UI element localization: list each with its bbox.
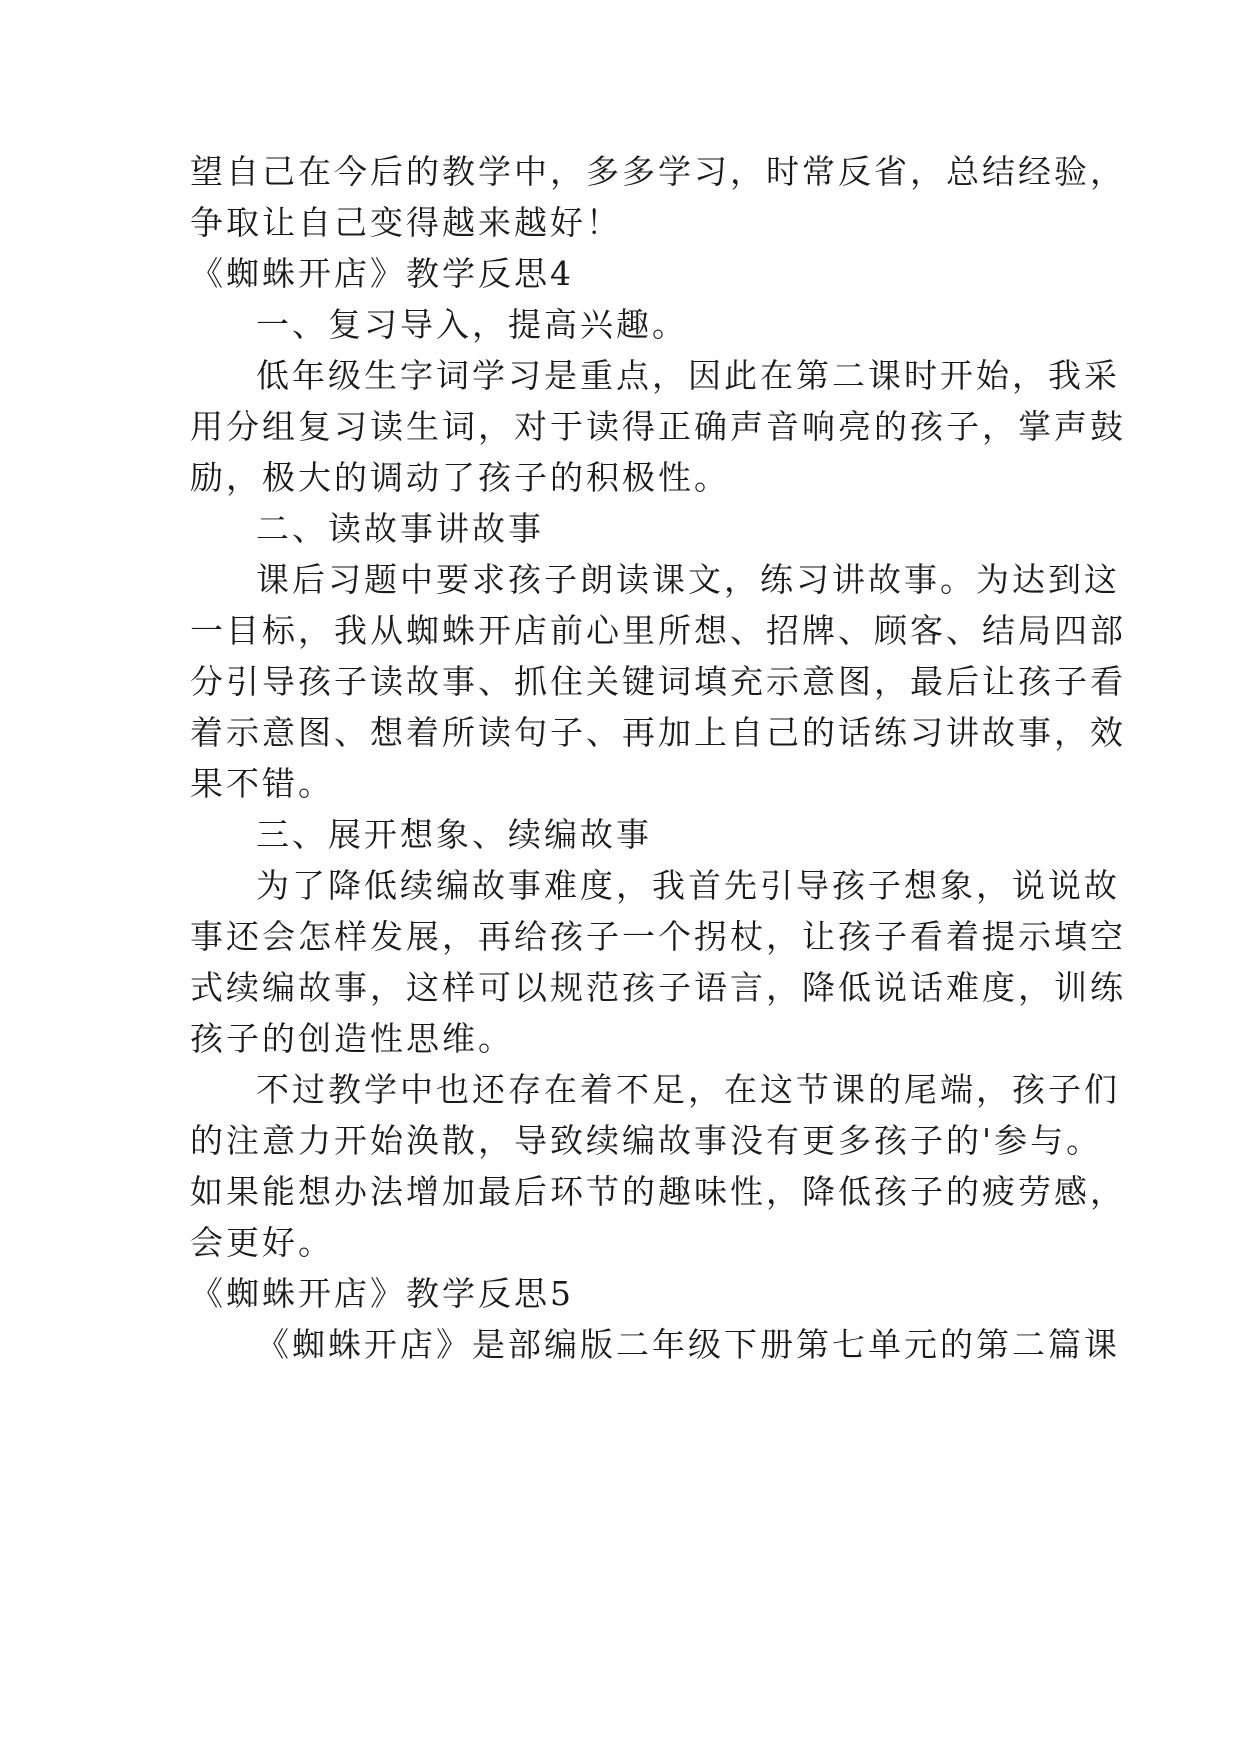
text-line: 《蜘蛛开店》是部编版二年级下册第七单元的第二篇课 <box>256 1325 1120 1364</box>
text-line: 的注意力开始涣散，导致续编故事没有更多孩子的'参与。 <box>190 1121 1103 1160</box>
subheading: 二、读故事讲故事 <box>256 509 544 548</box>
subheading: 一、复习导入，提高兴趣。 <box>256 305 688 344</box>
text-line: 孩子的创造性思维。 <box>190 1019 514 1058</box>
text-line: 为了降低续编故事难度，我首先引导孩子想象，说说故 <box>256 866 1120 905</box>
text-line: 励，极大的调动了孩子的积极性。 <box>190 458 730 497</box>
text-line: 课后习题中要求孩子朗读课文，练习讲故事。为达到这 <box>256 560 1120 599</box>
text-line: 不过教学中也还存在着不足，在这节课的尾端，孩子们 <box>256 1070 1120 1109</box>
text-line: 如果能想办法增加最后环节的趣味性，降低孩子的疲劳感， <box>190 1172 1126 1211</box>
subheading: 三、展开想象、续编故事 <box>256 815 652 854</box>
text-line: 果不错。 <box>190 764 334 803</box>
text-line: 分引导孩子读故事、抓住关键词填充示意图，最后让孩子看 <box>190 662 1126 701</box>
text-line: 低年级生字词学习是重点，因此在第二课时开始，我采 <box>256 356 1120 395</box>
text-line: 用分组复习读生词，对于读得正确声音响亮的孩子，掌声鼓 <box>190 407 1126 446</box>
section-heading: 《蜘蛛开店》教学反思5 <box>190 1274 574 1313</box>
text-line: 事还会怎样发展，再给孩子一个拐杖，让孩子看着提示填空 <box>190 917 1126 956</box>
text-line: 望自己在今后的教学中，多多学习，时常反省，总结经验， <box>190 152 1126 191</box>
text-line: 一目标，我从蜘蛛开店前心里所想、招牌、顾客、结局四部 <box>190 611 1126 650</box>
text-line: 着示意图、想着所读句子、再加上自己的话练习讲故事，效 <box>190 713 1126 752</box>
text-line: 争取让自己变得越来越好！ <box>190 203 622 242</box>
text-line: 会更好。 <box>190 1223 334 1262</box>
text-line: 式续编故事，这样可以规范孩子语言，降低说话难度，训练 <box>190 968 1126 1007</box>
section-heading: 《蜘蛛开店》教学反思4 <box>190 254 574 293</box>
